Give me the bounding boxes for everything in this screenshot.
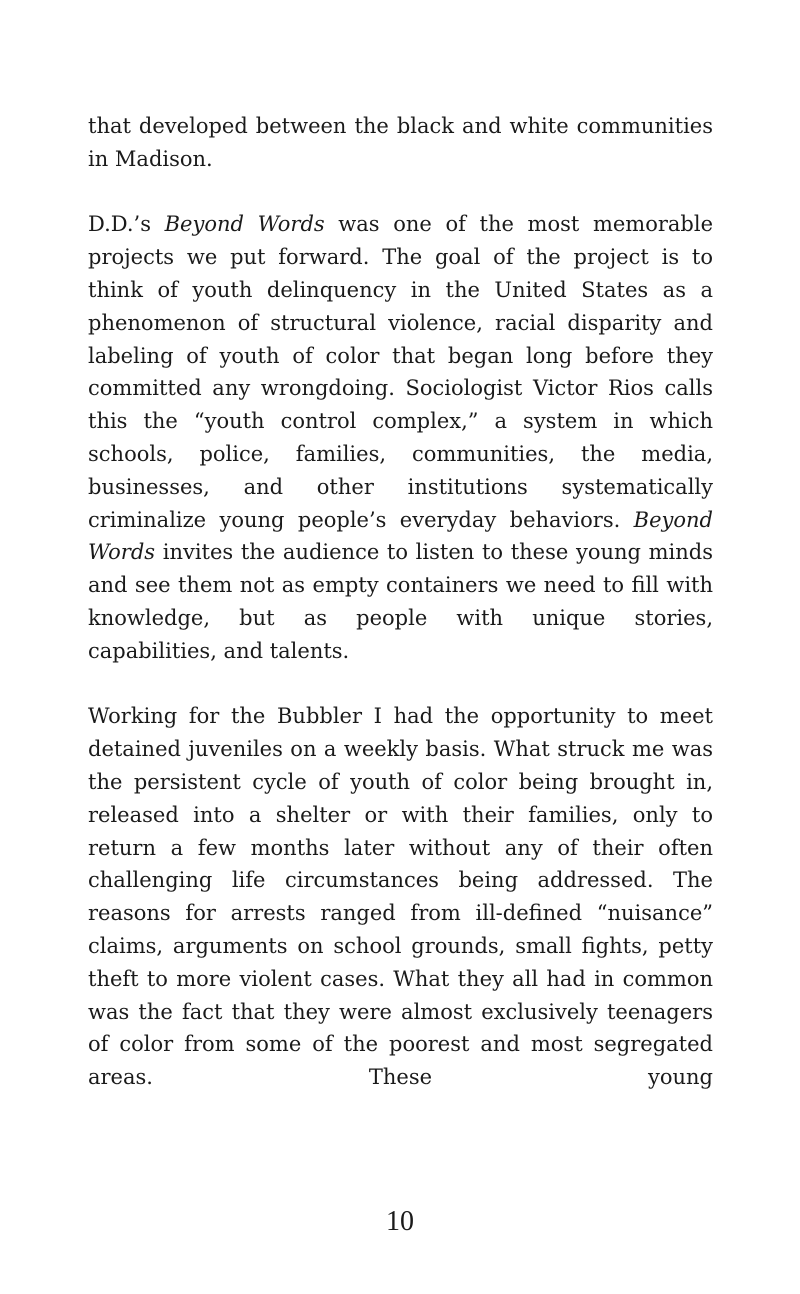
paragraph-3-text: Working for the Bubbler I had the opportunity to meet detained juveniles on a weekly basis. What struck me was the persistent cycle of youth of color being brought in, released into a shelter or with their families, only to return a few months later without any of their often challenging life circumstances being addressed. The reasons for arrests ranged from ill-defined “nuisance” claims, arguments on school grounds, small fights, petty theft to more violent cases. What they all had in common was the fact that they were almost exclusively teenagers of color from some of the poorest and most segregated areas. These young [88,704,713,1090]
paragraph-2 [88,208,713,667]
paragraph-1-text: that developed between the black and white communities in Madison. [88,114,713,171]
project-title-beyond-words-2: Beyond Words [88,507,713,565]
paragraph-3 [88,700,713,1094]
paragraph-1 [88,110,713,176]
paragraph-gap [88,176,713,209]
paragraph-gap [88,668,713,701]
page-number: 10 [386,1206,414,1237]
project-title-beyond-words: Beyond Words [164,212,325,237]
paragraph-2-text-c: invites the audience to listen to these young minds and see them not as empty containers we need to fill with knowledge, but as people with unique stories, capabilities, and talents. [88,540,713,663]
paragraph-2-text-b: was one of the most memorable projects we put forward. The goal of the project is to think of youth delinquency in the United States as a phenomenon of structural violence, racial disparity and labeling of youth of color that began long before they committed any wrongdoing. Sociologist Victor Rios calls this the “youth control complex,” a system in which schools, police, families, communities, the media, businesses, and other institutions systematically criminalize young people’s everyday behaviors. [88,212,714,532]
page-body [88,110,713,1094]
paragraph-2-text-a: D.D.’s [88,212,165,237]
